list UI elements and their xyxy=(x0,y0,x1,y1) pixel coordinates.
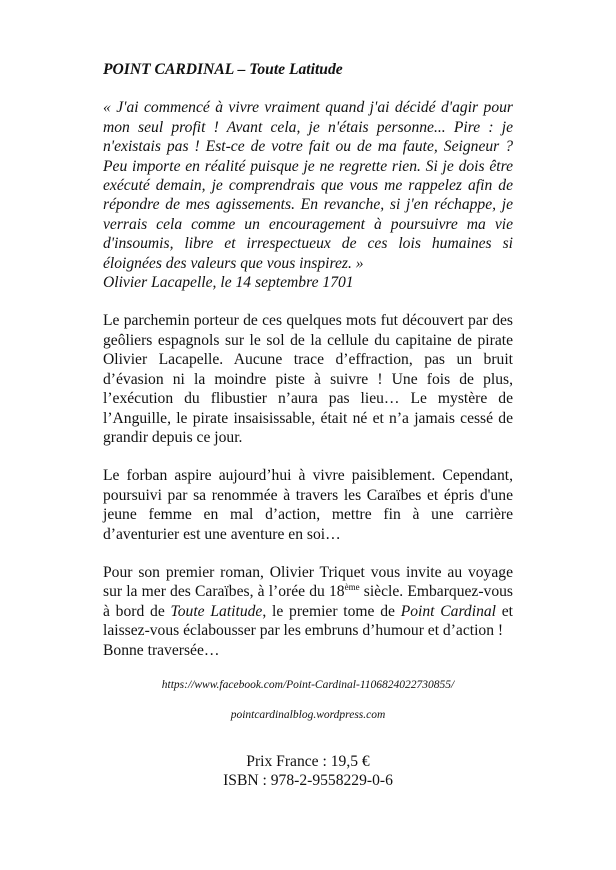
paragraph-3-text-a: Pour son premier roman, Olivier Triquet vous invite au voyage sur la mer des Caraïbes, à l’orée du 18 xyxy=(103,563,513,601)
closing-line: Bonne traversée… xyxy=(103,641,220,659)
price-isbn-block xyxy=(0,752,616,791)
synopsis-paragraph-3 xyxy=(103,563,513,641)
book-title-inline: Toute Latitude xyxy=(170,602,263,620)
series-title-inline: Point Cardinal xyxy=(400,602,496,620)
back-cover-text xyxy=(103,60,513,660)
blog-link[interactable]: pointcardinalblog.wordpress.com xyxy=(230,709,386,721)
paragraph-3-text-c: , le premier tome de xyxy=(262,602,401,620)
synopsis-paragraph-1: Le parchemin porteur de ces quelques mots fut découvert par des geôliers espagnols sur le sol de la cellule du capitaine de pirate Olivier Lacapelle. Aucune trace d’effraction, pas un bruit d’évasion ni la moindre piste à suivre ! Une fois de plus, l’exécution du flibustier n’aura pas lieu… Le mystère de l’Anguille, le pirate insaisissable, était né et n’a jamais cessé de grandir depuis ce jour. xyxy=(103,312,513,446)
paragraph-3-text-b: siècle. Embarquez-vous à bord de xyxy=(103,583,513,620)
quote-signature: Olivier Lacapelle, le 14 septembre 1701 xyxy=(103,274,354,292)
century-superscript: ème xyxy=(344,582,360,593)
synopsis-paragraph-2: Le forban aspire aujourd’hui à vivre paisiblement. Cependant, poursuivi par sa renommée à travers les Caraïbes et épris d'une jeune femme en mal d’action, mettre fin à une carrière d’aventurier est une aventure en soi… xyxy=(103,467,513,543)
paragraph-3-text-d: et laissez-vous éclabousser par les embruns d’humour et d’action ! xyxy=(103,602,514,640)
facebook-link[interactable]: https://www.facebook.com/Point-Cardinal-1106824022730855/ xyxy=(161,679,455,691)
isbn-label: ISBN : 978-2-9558229-0-6 xyxy=(223,772,393,790)
price-label: Prix France : 19,5 € xyxy=(246,753,370,770)
pirate-quote: « J'ai commencé à vivre vraiment quand j'ai décidé d'agir pour mon seul profit ! Avant cela, je n'étais personne... Pire : je n'existais pas ! Est-ce de votre fait ou de ma faute, Seigneur ? Peu importe en réalité puisque je ne regrette rien. Si je dois être exécuté demain, je comprendrais que vous me rappelez afin de répondre de mes agissements. En revanche, si j'en réchappe, je verrais cela comme un encouragement à poursuivre ma vie d'insoumis, libre et irrespectueux de ces lois humaines si éloignées des valeurs que vous inspirez. » xyxy=(103,99,513,272)
book-title-heading: POINT CARDINAL – Toute Latitude xyxy=(103,61,343,78)
